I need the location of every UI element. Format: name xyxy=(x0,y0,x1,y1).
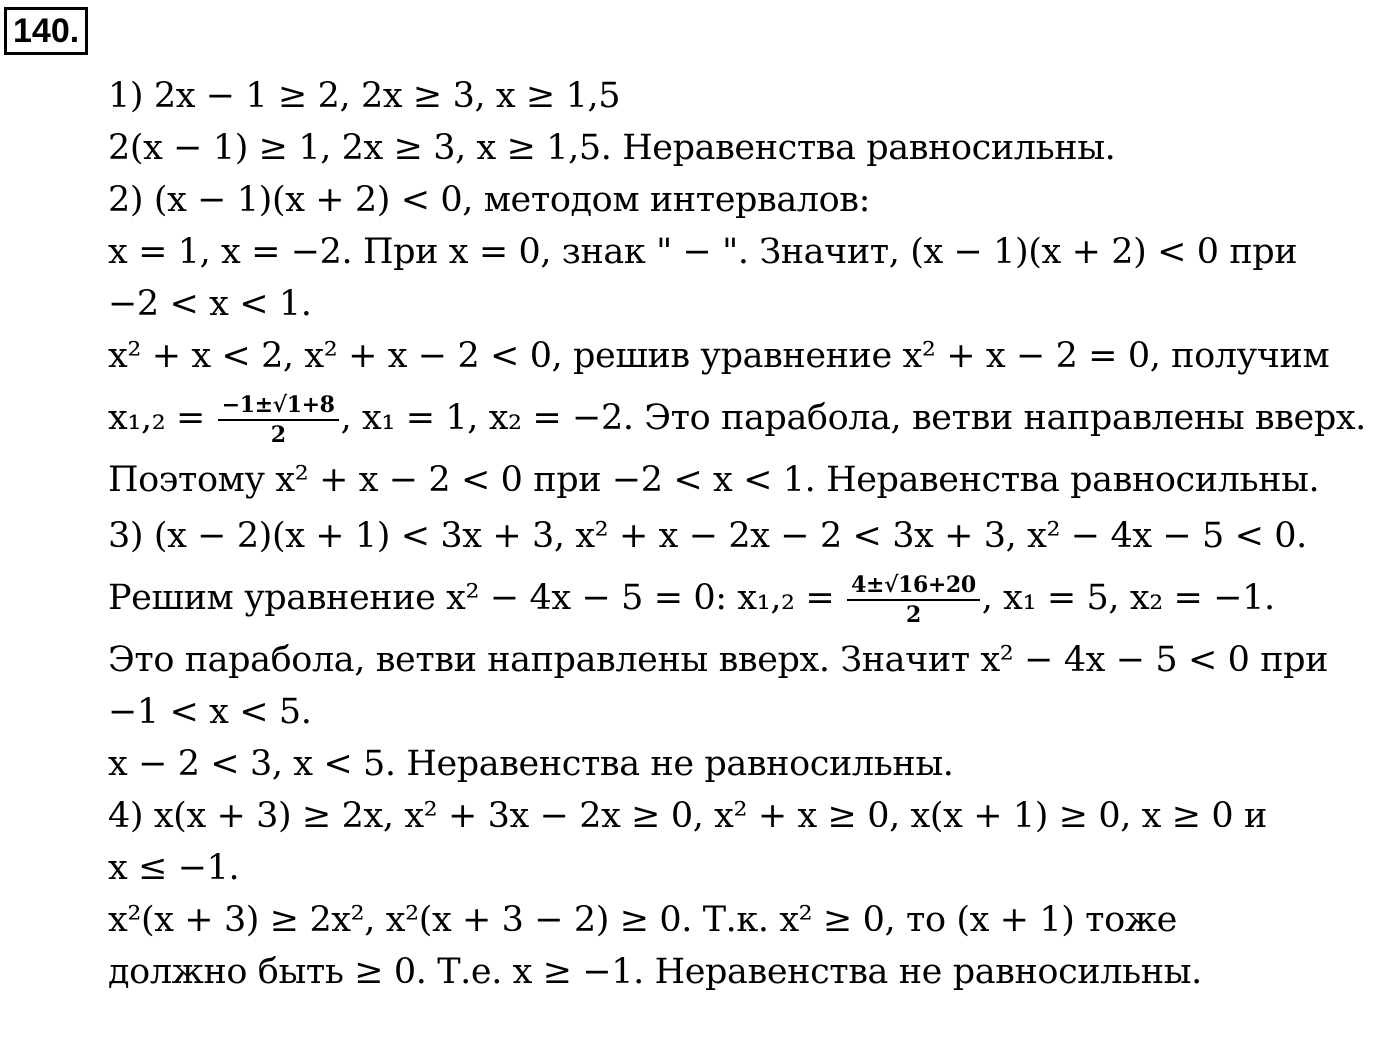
text-line-10 xyxy=(108,562,1398,634)
text-line-8: Поэтому x² + x − 2 < 0 при −2 < x < 1. Неравенства равносильны. xyxy=(108,460,1320,500)
quadratic-fraction-2 xyxy=(847,571,980,628)
text-line-3: 2) (x − 1)(x + 2) < 0, методом интервалов: xyxy=(108,180,870,220)
text-line-14: 4) x(x + 3) ≥ 2x, x² + 3x − 2x ≥ 0, x² + x ≥ 0, x(x + 1) ≥ 0, x ≥ 0 и xyxy=(108,796,1267,836)
text-line-5: −2 < x < 1. xyxy=(108,284,312,324)
text-line-7 xyxy=(108,382,1398,454)
text-line-16: x²(x + 3) ≥ 2x², x²(x + 3 − 2) ≥ 0. Т.к. x² ≥ 0, то (x + 1) тоже xyxy=(108,900,1177,940)
roots-result-2: , x₁ = 5, x₂ = −1. xyxy=(981,578,1275,618)
text-line-11: Это парабола, ветви направлены вверх. Значит x² − 4x − 5 < 0 при xyxy=(108,640,1329,680)
text-line-4: x = 1, x = −2. При x = 0, знак " − ". Значит, (x − 1)(x + 2) < 0 при xyxy=(108,232,1298,272)
text-line-9: 3) (x − 2)(x + 1) < 3x + 3, x² + x − 2x − 2 < 3x + 3, x² − 4x − 5 < 0. xyxy=(108,516,1307,556)
fraction-numerator: −1±√1+8 xyxy=(218,394,339,421)
text-line-6: x² + x < 2, x² + x − 2 < 0, решив уравнение x² + x − 2 = 0, получим xyxy=(108,336,1330,376)
fraction-numerator-2: 4±√16+20 xyxy=(847,574,980,601)
roots-label: x₁,₂ = xyxy=(108,398,216,438)
text-line-15: x ≤ −1. xyxy=(108,848,240,888)
text-line-12: −1 < x < 5. xyxy=(108,692,312,732)
fraction-denominator: 2 xyxy=(270,421,286,448)
fraction-denominator-2: 2 xyxy=(905,601,921,628)
equation-label: Решим уравнение x² − 4x − 5 = 0: x₁,₂ = xyxy=(108,578,846,618)
solution-text xyxy=(108,70,1398,998)
problem-number: 140. xyxy=(4,7,88,55)
roots-result: , x₁ = 1, x₂ = −2. Это парабола, ветви направлены вверх. xyxy=(340,398,1366,438)
text-line-17: должно быть ≥ 0. Т.е. x ≥ −1. Неравенства не равносильны. xyxy=(108,952,1202,992)
text-line-2: 2(x − 1) ≥ 1, 2x ≥ 3, x ≥ 1,5. Неравенства равносильны. xyxy=(108,128,1116,168)
text-line-1: 1) 2x − 1 ≥ 2, 2x ≥ 3, x ≥ 1,5 xyxy=(108,76,621,116)
quadratic-fraction xyxy=(218,391,339,448)
text-line-13: x − 2 < 3, x < 5. Неравенства не равносильны. xyxy=(108,744,954,784)
